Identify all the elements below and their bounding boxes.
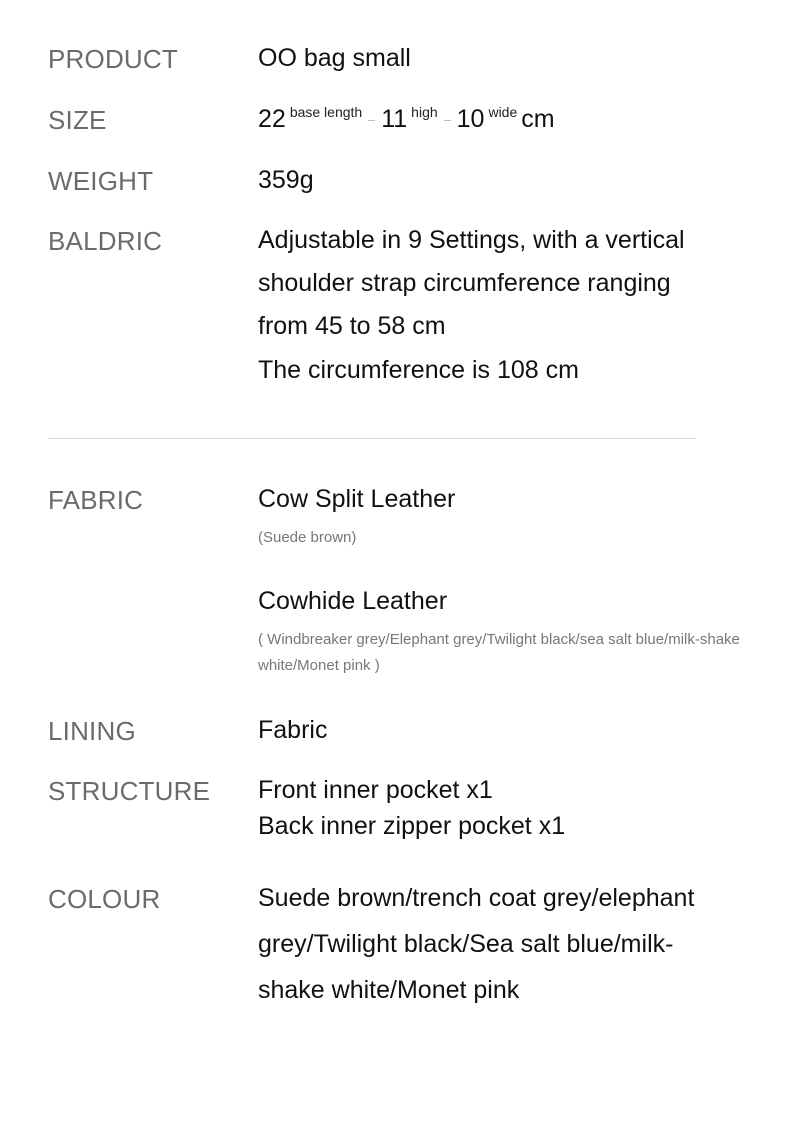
structure-line-1: Front inner pocket x1 [258,776,493,804]
size-height: 11 [381,105,408,133]
fabric-material-2-note: ( Windbreaker grey/Elephant grey/Twilight black/sea salt blue/milk-shake white/Monet pink ) [258,631,740,674]
fabric-label: FABRIC [48,485,144,515]
size-length: 22 [258,105,286,133]
lining-label: LINING [48,716,136,746]
colour-label: COLOUR [48,884,161,914]
colour-line-2: grey/Twilight black/Sea salt blue/milk- [258,930,674,958]
size-unit: cm [521,105,555,133]
size-separator [444,120,451,121]
section-divider [48,438,696,439]
size-length-unit: base length [289,104,363,120]
product-label: PRODUCT [48,44,178,74]
size-width: 10 [456,105,485,133]
lining-value: Fabric [258,716,328,744]
baldric-line-1: Adjustable in 9 Settings, with a vertical [258,226,685,254]
baldric-line-4: The circumference is 108 cm [258,356,579,384]
product-value: OO bag small [258,44,411,72]
size-width-unit: wide [488,104,518,120]
baldric-line-3: from 45 to 58 cm [258,312,446,340]
structure-line-2: Back inner zipper pocket x1 [258,812,566,840]
fabric-material-2: Cowhide Leather [258,587,448,615]
size-height-unit: high [411,104,438,120]
size-label: SIZE [48,105,107,135]
baldric-label: BALDRIC [48,226,163,256]
fabric-material-1-note: (Suede brown) [258,529,357,546]
weight-label: WEIGHT [48,166,154,196]
colour-line-1: Suede brown/trench coat grey/elephant [258,884,695,912]
structure-label: STRUCTURE [48,776,211,806]
size-separator [368,120,375,121]
size-value [258,105,555,134]
baldric-line-2: shoulder strap circumference ranging [258,269,671,297]
fabric-material-1: Cow Split Leather [258,485,456,513]
weight-value: 359g [258,166,314,194]
colour-line-3: shake white/Monet pink [258,976,520,1004]
